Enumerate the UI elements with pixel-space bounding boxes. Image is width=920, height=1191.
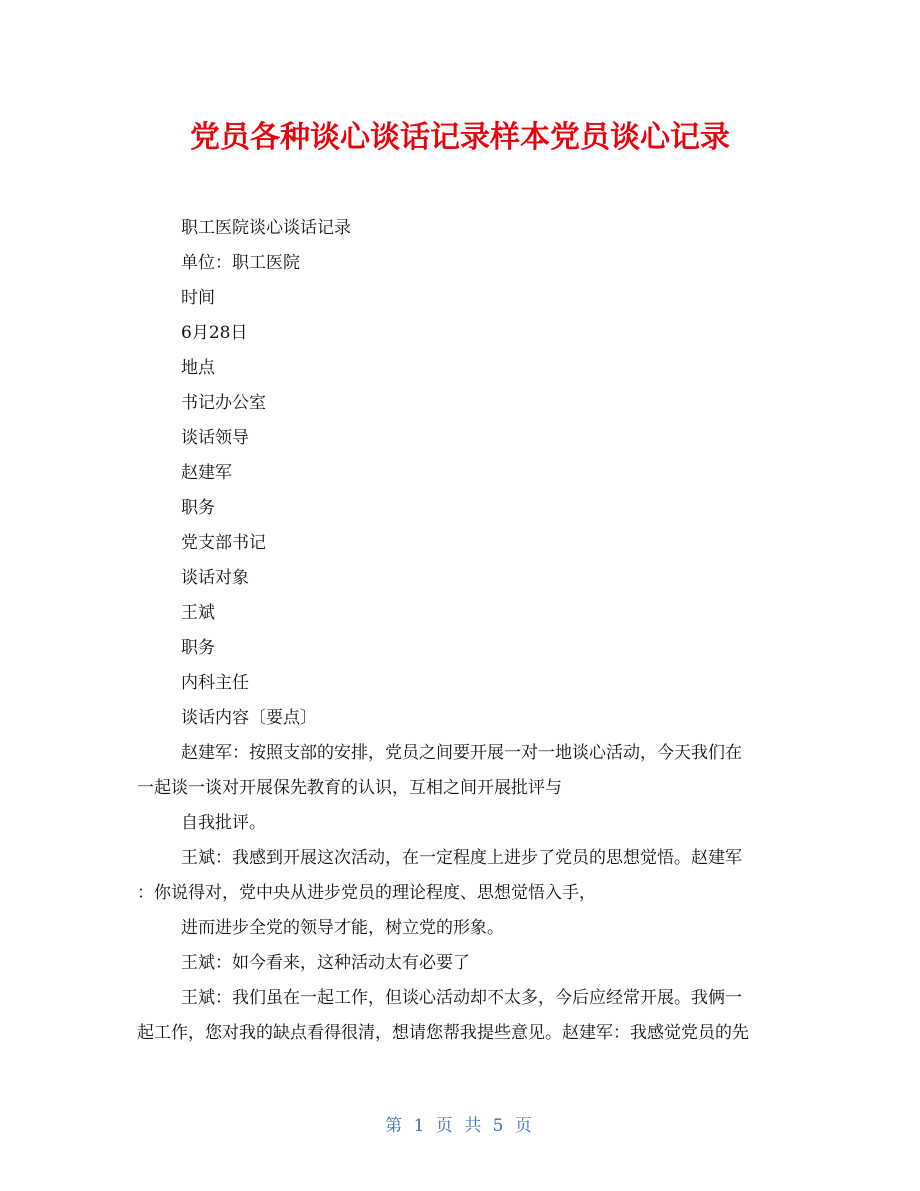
leader-position-value: 党支部书记 <box>181 533 266 553</box>
subject-value: 王斌 <box>181 603 215 623</box>
paragraph-2: 自我批评。 <box>181 813 266 833</box>
subject-label: 谈话对象 <box>181 568 249 588</box>
paragraph-3-line-2: ：你说得对，党中央从进步党员的理论程度、思想觉悟入手， <box>137 883 596 903</box>
leader-position-label: 职务 <box>181 498 215 518</box>
time-value: 6月28日 <box>181 323 248 343</box>
leader-label: 谈话领导 <box>181 428 249 448</box>
paragraph-4: 进而进步全党的领导才能，树立党的形象。 <box>181 918 504 938</box>
content-label: 谈话内容〔要点〕 <box>181 708 317 728</box>
paragraph-3-line-1: 王斌：我感到开展这次活动，在一定程度上进步了党员的思想觉悟。赵建军 <box>181 848 742 868</box>
document-body <box>137 211 787 1051</box>
paragraph-6-line-2: 起工作，您对我的缺点看得很清，想请您帮我提些意见。赵建军：我感觉党员的先 <box>137 1023 749 1043</box>
location-value: 书记办公室 <box>181 393 266 413</box>
leader-value: 赵建军 <box>181 463 232 483</box>
unit-line: 单位：职工医院 <box>181 253 300 273</box>
subject-position-value: 内科主任 <box>181 673 249 693</box>
record-heading: 职工医院谈心谈话记录 <box>181 218 351 238</box>
page-footer: 第 1 页 共 5 页 <box>385 1116 535 1136</box>
document-title: 党员各种谈心谈话记录样本党员谈心记录 <box>190 120 730 155</box>
paragraph-5: 王斌：如今看来，这种活动太有必要了 <box>181 953 470 973</box>
paragraph-1-line-1: 赵建军：按照支部的安排，党员之间要开展一对一地谈心活动，今天我们在 <box>181 743 742 763</box>
location-label: 地点 <box>181 358 215 378</box>
subject-position-label: 职务 <box>181 638 215 658</box>
time-label: 时间 <box>181 288 215 308</box>
paragraph-1-line-2: 一起谈一谈对开展保先教育的认识，互相之间开展批评与 <box>137 778 562 798</box>
paragraph-6-line-1: 王斌：我们虽在一起工作，但谈心活动却不太多，今后应经常开展。我俩一 <box>181 988 742 1008</box>
